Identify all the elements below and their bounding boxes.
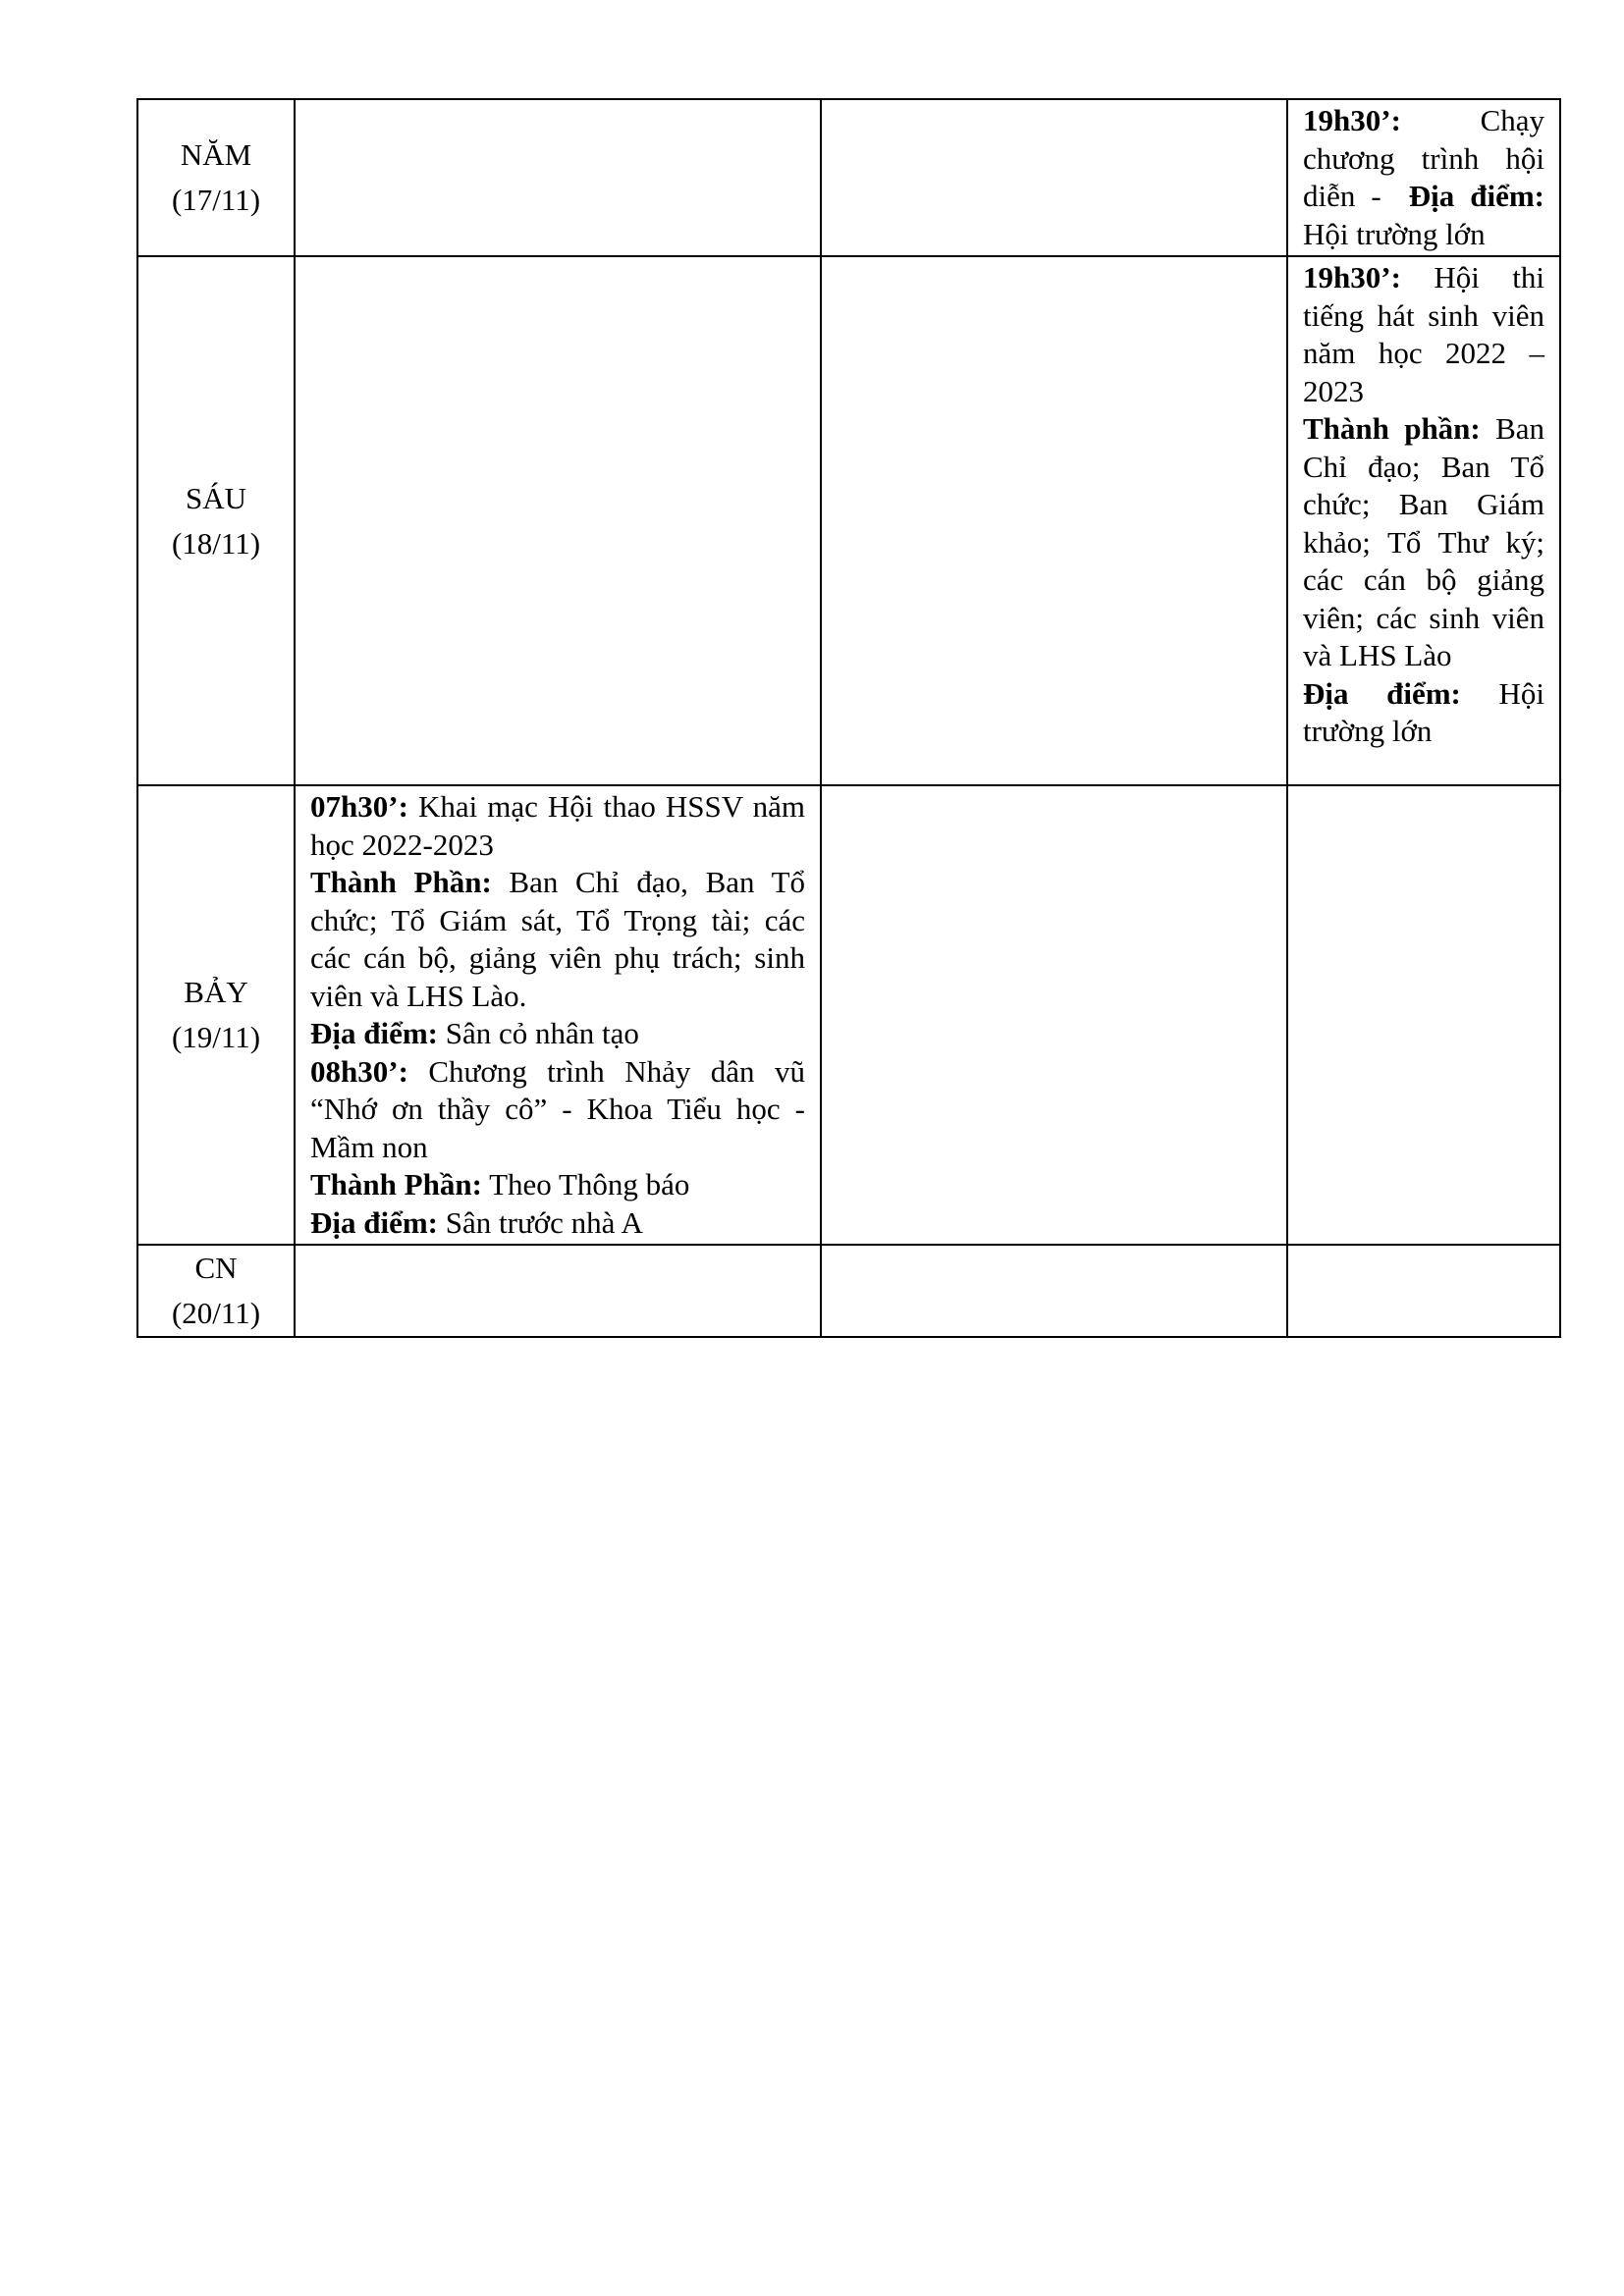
day-name: BẢY — [184, 975, 248, 1009]
day-date: (17/11) — [171, 183, 261, 217]
schedule-cell-empty — [821, 99, 1287, 256]
day-date: (18/11) — [171, 525, 261, 561]
schedule-row-thursday — [137, 99, 1560, 256]
participants-label: Thành phần: — [1303, 411, 1481, 446]
schedule-cell-empty — [821, 1245, 1287, 1337]
event-time: 19h30’: — [1303, 103, 1401, 137]
day-name: CN — [194, 1251, 238, 1285]
schedule-cell-empty — [1287, 785, 1560, 1245]
schedule-cell-empty — [821, 785, 1287, 1245]
schedule-row-saturday — [137, 785, 1560, 1245]
location-label: Địa điểm: — [310, 1204, 439, 1240]
schedule-row-friday — [137, 256, 1560, 785]
day-cell — [137, 1245, 295, 1337]
event-participants: Ban Chỉ đạo; Ban Tổ chức; Ban Giám khảo; Tổ Thư ký; các cán bộ giảng viên; các sinh viên và LHS Lào — [1303, 411, 1544, 672]
schedule-row-sunday — [137, 1245, 1560, 1337]
event-title: Chương trình Nhảy dân vũ “Nhớ ơn thầy cô” - Khoa Tiểu học - Mầm non — [310, 1053, 806, 1164]
event-title: Chạy chương trình hội diễn - — [1303, 103, 1544, 213]
schedule-cell-empty — [1287, 1245, 1560, 1337]
day-date: (19/11) — [171, 1020, 261, 1054]
schedule-cell-empty — [295, 99, 821, 256]
schedule-cell-empty — [821, 256, 1287, 785]
event-title: Hội thi tiếng hát sinh viên năm học 2022 – 2023 — [1303, 260, 1544, 408]
day-date: (20/11) — [171, 1296, 261, 1330]
location-label: Địa điểm: — [1303, 675, 1461, 711]
schedule-cell-evening — [1287, 99, 1560, 256]
schedule-cell-morning — [295, 785, 821, 1245]
event-participants: Ban Chỉ đạo, Ban Tổ chức; Tổ Giám sát, Tổ Trọng tài; các các cán bộ, giảng viên phụ trách; sinh viên và LHS Lào. — [310, 865, 806, 1013]
event-time: 07h30’: — [310, 789, 408, 824]
event-location: Sân trước nhà A — [445, 1204, 643, 1240]
event-time: 19h30’: — [1303, 260, 1401, 294]
event-title: Khai mạc Hội thao HSSV năm học 2022-2023 — [310, 789, 805, 862]
location-label: Địa điểm: — [1408, 179, 1545, 213]
weekly-schedule-table — [136, 98, 1561, 1338]
day-name: SÁU — [185, 480, 246, 515]
event-time: 08h30’: — [310, 1053, 408, 1089]
day-cell — [137, 256, 295, 785]
location-label: Địa điểm: — [310, 1016, 439, 1050]
schedule-cell-empty — [295, 256, 821, 785]
event-participants: Theo Thông báo — [489, 1167, 690, 1201]
event-location: Sân cỏ nhân tạo — [445, 1016, 639, 1050]
participants-label: Thành Phần: — [310, 865, 492, 899]
schedule-cell-empty — [295, 1245, 821, 1337]
day-cell — [137, 785, 295, 1245]
event-location: Hội trường lớn — [1303, 216, 1486, 251]
day-name: NĂM — [180, 137, 252, 172]
schedule-cell-evening — [1287, 256, 1560, 785]
event-location: Hội trường lớn — [1303, 675, 1545, 748]
participants-label: Thành Phần: — [310, 1167, 482, 1201]
day-cell — [137, 99, 295, 256]
